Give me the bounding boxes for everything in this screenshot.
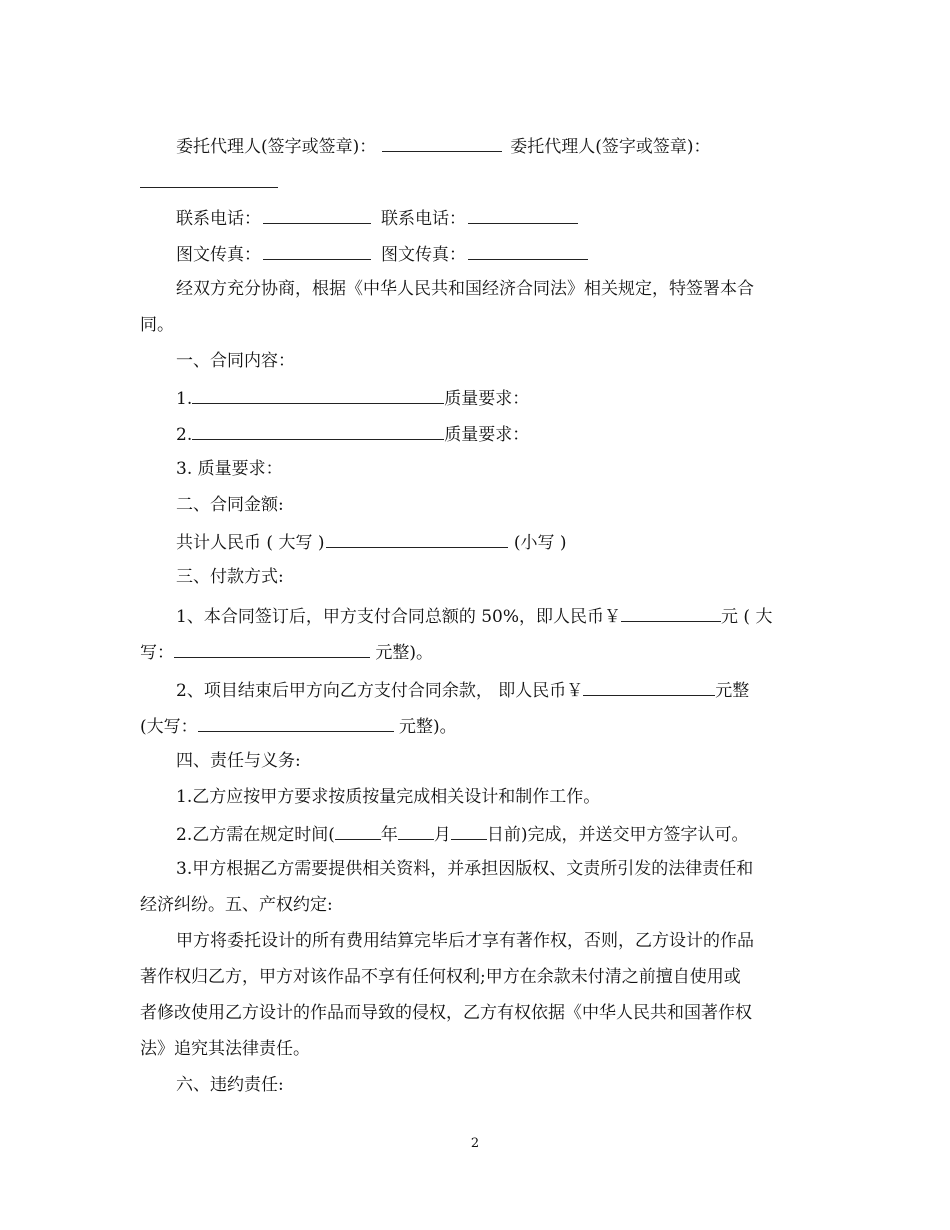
total-amount-line [176,530,856,554]
item-2-blank [192,422,444,440]
agent-blank-continued [140,170,820,194]
payment-2-line-1 [176,678,856,702]
year-label: 年 [380,825,398,845]
phone-blank-2 [468,206,578,224]
payment-2-amount-blank [583,678,715,696]
copyright-line-2: 著作权归乙方，甲方对该作品不享有任何权利;甲方在余款未付清之前擅自使用或 [140,967,741,987]
item-2-number: 2. [176,425,193,445]
month-blank [398,822,434,840]
copyright-line-1: 甲方将委托设计的所有费用结算完毕后才享有著作权，否则，乙方设计的作品 [176,931,754,951]
fax-line [176,242,856,266]
agent-label: 委托代理人(签字或签章)： [176,137,377,157]
copyright-line-4: 法》追究其法律责任。 [140,1039,310,1059]
duty-1: 1.乙方应按甲方要求按质按量完成相关设计和制作工作。 [176,787,601,807]
duty-2-suffix: 日前)完成，并送交甲方签字认可。 [486,825,749,845]
agent-signature-line [176,134,856,158]
fax-blank [263,242,371,260]
page-number: 2 [470,1136,480,1151]
payment-1-capital-label: 写： [140,643,174,663]
item-1-number: 1. [176,389,193,409]
item-2-quality-label: 质量要求： [444,425,530,445]
payment-1-line-1 [176,604,856,628]
phone-blank [263,206,371,224]
payment-2-text: 2、项目结束后甲方向乙方支付合同余款， 即人民币￥ [176,681,584,701]
payment-1-suffix: 元整)。 [370,643,434,663]
day-blank [451,822,487,840]
payment-1-amount-blank [621,604,721,622]
payment-2-unit: 元整 [715,681,750,701]
contract-item-1 [176,386,856,410]
section-2-heading: 二、合同金额: [176,495,284,515]
payment-1-capital-blank [174,640,370,658]
agent-blank-2 [140,170,278,188]
copyright-line-3: 者修改使用乙方设计的作品而导致的侵权，乙方有权依据《中华人民共和国著作权 [140,1003,752,1023]
total-label: 共计人民币 ( 大写 ) [176,533,325,553]
contract-item-3: 3. 质量要求： [176,459,283,479]
month-label: 月 [433,825,451,845]
year-blank [335,822,381,840]
payment-2-suffix: 元整)。 [393,717,457,737]
payment-2-line-2 [140,714,820,738]
payment-1-line-2 [140,640,820,664]
duty-3-line-2: 经济纠纷。五、产权约定: [140,895,333,915]
payment-2-capital-blank [198,714,394,732]
contract-item-2 [176,422,856,446]
section-3-heading: 三、付款方式: [176,567,284,587]
phone-label: 联系电话： [176,209,261,229]
payment-1-text: 1、本合同签订后，甲方支付合同总额的 50%，即人民币￥ [176,607,622,627]
item-1-quality-label: 质量要求： [444,389,530,409]
intro-line-1: 经双方充分协商，根据《中华人民共和国经济合同法》相关规定，特签署本合 [176,279,754,299]
total-lowercase-label: (小写 ) [508,533,567,553]
payment-2-capital-label: (大写： [140,717,198,737]
item-1-blank [192,386,444,404]
duty-2 [176,822,856,846]
payment-1-unit: 元 ( 大 [721,607,773,627]
agent-blank [382,134,502,152]
total-blank [326,530,508,548]
section-1-heading: 一、合同内容： [176,351,295,371]
fax-label-2: 图文传真： [381,245,466,265]
section-4-heading: 四、责任与义务: [176,751,301,771]
phone-line [176,206,856,230]
fax-label: 图文传真： [176,245,261,265]
phone-label-2: 联系电话： [381,209,466,229]
fax-blank-2 [468,242,588,260]
intro-line-2: 同。 [140,315,174,335]
duty-3-line-1: 3.甲方根据乙方需要提供相关资料，并承担因版权、文责所引发的法律责任和 [176,859,754,879]
section-6-heading: 六、违约责任: [176,1075,284,1095]
duty-2-text: 2.乙方需在规定时间( [176,825,335,845]
agent-label-2: 委托代理人(签字或签章)： [510,137,711,157]
